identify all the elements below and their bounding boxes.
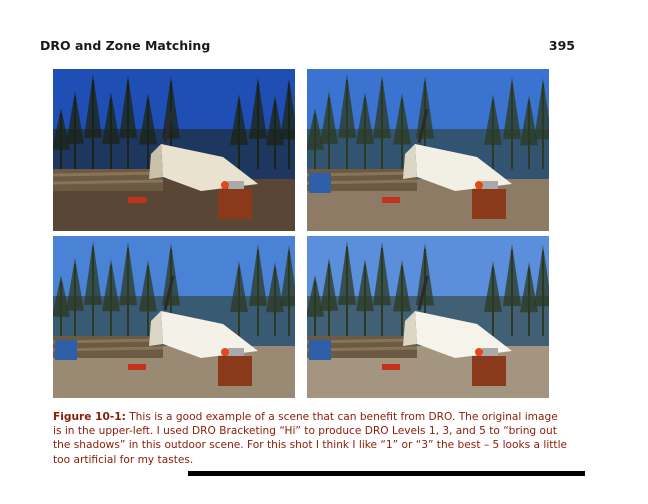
caption-text: This is a good example of a scene that can benefit from DRO. The original image is in the upper-left. I used DRO Bracketing “Hi” to produce DRO Levels 1, 3, and 5 to “bring out the shadows” in this outdoor scene. For this shot I think I like “1” or “3” the best – 5 looks a little too artificial for my tastes. — [53, 411, 568, 466]
page-header — [40, 38, 575, 56]
footer-rule — [188, 471, 585, 476]
chapter-title: DRO and Zone Matching — [40, 38, 211, 53]
figure-caption — [53, 410, 568, 467]
photo-dro-level-1 — [307, 69, 549, 231]
figure-label: Figure 10-1: — [53, 411, 126, 423]
photo-dro-level-3 — [53, 236, 295, 398]
photo-original — [53, 69, 295, 231]
page-number: 395 — [548, 38, 575, 53]
photo-dro-level-5 — [307, 236, 549, 398]
